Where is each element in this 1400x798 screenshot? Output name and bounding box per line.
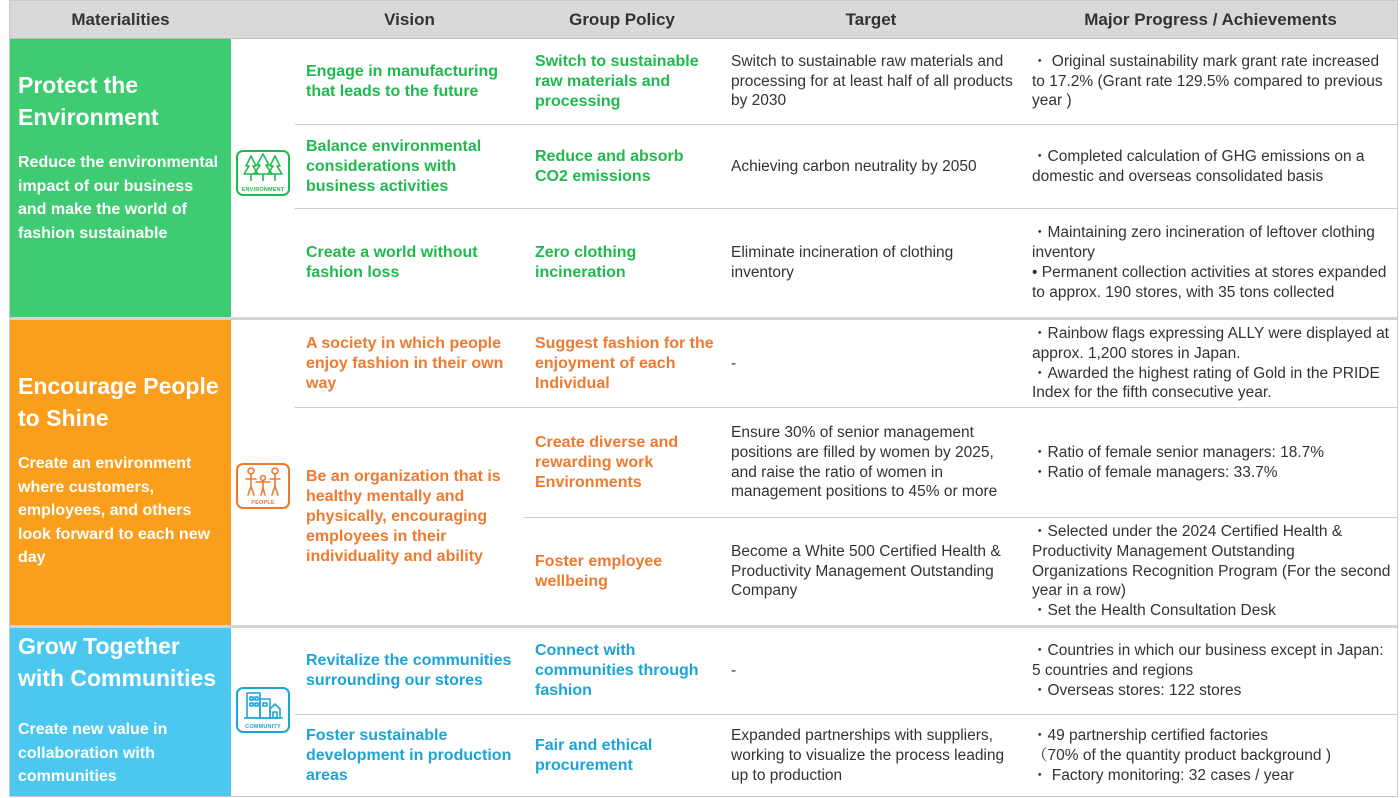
policy-cell: Connect with communities through fashion: [535, 642, 699, 699]
target-cell: -: [731, 662, 737, 680]
policy-cell: Suggest fashion for the enjoyment of each Individual: [535, 334, 714, 392]
vision-cell: A society in which people enjoy fashion in their own way: [306, 334, 504, 392]
header-group-policy: Group Policy: [569, 10, 675, 29]
policy-cell: Reduce and absorb CO2 emissions: [535, 147, 684, 185]
buildings-icon: [236, 687, 290, 733]
header-progress: Major Progress / Achievements: [1084, 10, 1337, 29]
materiality-people: [10, 320, 231, 625]
progress-cell: ・ Original sustainability mark grant rate increased to 17.2% (Grant rate 129.5% compared to previous year ): [1032, 52, 1383, 110]
policy-cell: Zero clothing incineration: [535, 244, 637, 281]
progress-cell: ・Selected under the 2024 Certified Health & Productivity Management Outstanding Organizations Recognition Program (For the second year in a row) ・Set the Health Consultation Desk: [1032, 523, 1391, 620]
target-cell: Eliminate incineration of clothing inventory: [731, 244, 954, 281]
header-vision: Vision: [384, 10, 435, 29]
vision-cell: Create a world without fashion loss: [306, 244, 478, 281]
icon-label: COMMUNITY: [245, 724, 281, 730]
materiality-title: Protect the Environment: [18, 72, 159, 130]
target-cell: -: [731, 354, 737, 372]
icon-label: ENVIRONMENT: [241, 187, 285, 193]
progress-cell: ・Maintaining zero incineration of leftover clothing inventory • Permanent collection activities at stores expanded to approx. 190 stores, with 35 tons collected: [1032, 224, 1387, 301]
trees-icon: [236, 150, 290, 196]
progress-cell: ・Countries in which our business except in Japan: 5 countries and regions ・Overseas stores: 122 stores: [1032, 642, 1384, 699]
header-target: Target: [845, 10, 897, 29]
policy-cell: Fair and ethical procurement: [535, 737, 653, 774]
target-cell: Switch to sustainable raw materials and processing for at least half of all products by 2030: [731, 52, 1013, 110]
vision-cell: Balance environmental considerations with business activities: [306, 137, 482, 195]
progress-cell: ・Ratio of female senior managers: 18.7% ・Ratio of female managers: 33.7%: [1032, 443, 1325, 481]
icon-label: PEOPLE: [251, 500, 275, 506]
materiality-title: Grow Together with Communities: [18, 633, 217, 691]
materiality-description: Reduce the environmental impact of our business and make the world of fashion sustainable: [18, 154, 219, 242]
target-cell: Expanded partnerships with suppliers, working to visualize the process leading up to production: [731, 727, 1005, 784]
policy-cell: Foster employee wellbeing: [535, 552, 663, 590]
progress-cell: ・Rainbow flags expressing ALLY were displayed at approx. 1,200 stores in Japan. ・Awarded the highest rating of Gold in the PRIDE Index for the fifth consecutive year.: [1032, 324, 1389, 402]
target-cell: Achieving carbon neutrality by 2050: [731, 157, 977, 175]
table-header: [10, 1, 1397, 39]
family-icon: [236, 463, 290, 509]
policy-cell: Create diverse and rewarding work Environments: [535, 433, 679, 491]
vision-cell: Revitalize the communities surrounding our stores: [306, 652, 512, 689]
vision-cell: Be an organization that is healthy mentally and physically, encouraging employees in their individuality and ability: [306, 467, 501, 565]
header-materialities: Materialities: [71, 10, 170, 29]
target-cell: Become a White 500 Certified Health & Productivity Management Outstanding Company: [731, 542, 1001, 600]
materiality-table: [9, 0, 1398, 797]
materiality-description: Create an environment where customers, employees, and others look forward to each new day: [18, 455, 211, 566]
policy-cell: Switch to sustainable raw materials and processing: [535, 52, 699, 110]
materiality-environment: [10, 39, 231, 317]
progress-cell: ・Completed calculation of GHG emissions on a domestic and overseas consolidated basis: [1032, 147, 1365, 185]
materiality-title: Encourage People to Shine: [18, 373, 219, 431]
target-cell: Ensure 30% of senior management positions are filled by women by 2025, and raise the ratio of women in management positions to 45% or more: [731, 423, 998, 501]
vision-cell: Engage in manufacturing that leads to the future: [306, 62, 499, 100]
vision-cell: Foster sustainable development in production areas: [306, 727, 512, 784]
materiality-community: [10, 628, 231, 797]
materiality-description: Create new value in collaboration with communities: [18, 721, 168, 785]
progress-cell: ・49 partnership certified factories （70% of the quantity product background ) ・ Factory monitoring: 32 cases / year: [1032, 727, 1331, 784]
